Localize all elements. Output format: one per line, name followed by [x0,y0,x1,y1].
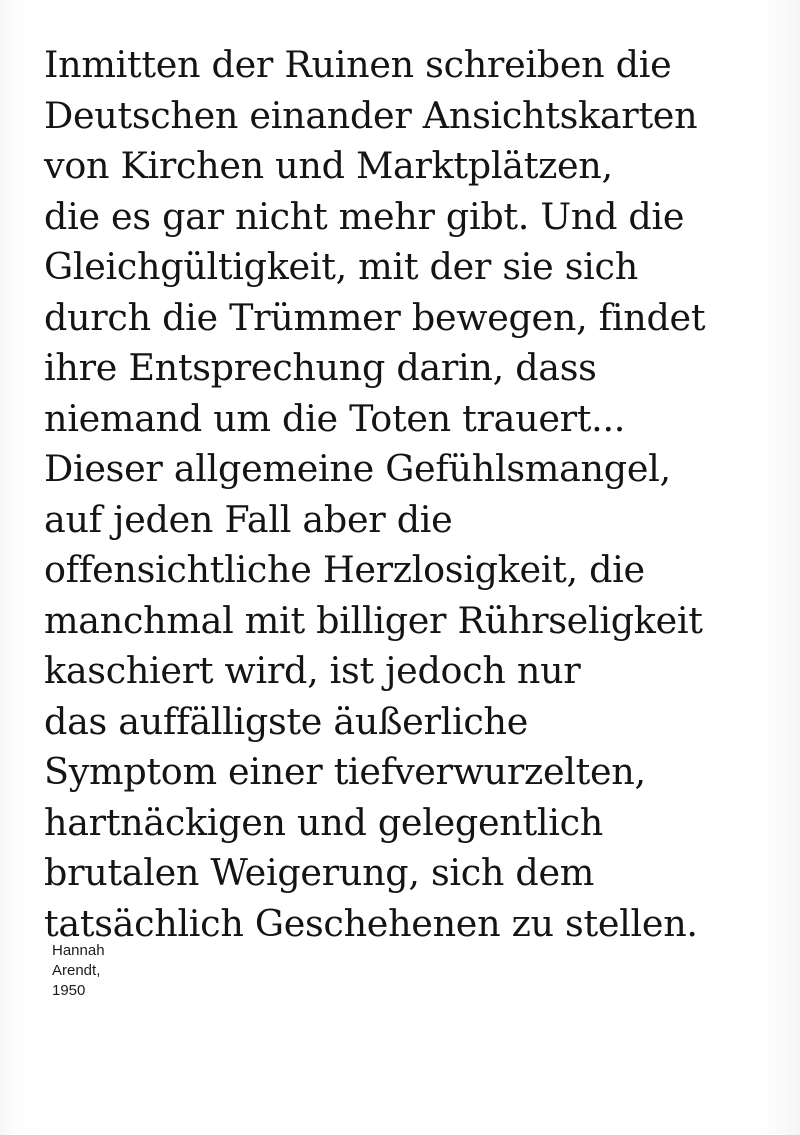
quote-line: auf jeden Fall aber die [44,497,453,541]
quote-line: von Kirchen und Marktplätzen, [44,144,613,187]
quote-line: Inmitten der Ruinen schreiben die [44,43,672,86]
attribution [52,941,105,1001]
quote-line: tatsächlich Geschehenen zu stellen. [44,901,698,945]
quote-line: Deutschen einander Ansichtskarten [44,93,698,137]
author-last-name: Arendt, [52,962,101,979]
quote-line: manchmal mit billiger Rührseligkeit [44,598,703,642]
quote-line: kaschiert wird, ist jedoch nur [44,649,581,692]
quote-block [44,40,784,949]
quote-year: 1950 [52,982,86,999]
quote-line: niemand um die Toten trauert... [44,396,626,440]
quote-line: Dieser allgemeine Gefühlsmangel, [44,447,671,490]
quote-line: hartnäckigen und gelegentlich [44,800,603,844]
quote-line: das auffälligste äußerliche [44,699,528,743]
show-through-text [240,960,244,978]
quote-line: brutalen Weigerung, sich dem [44,851,595,894]
quote-line: offensichtliche Herzlosigkeit, die [44,548,645,591]
quote-line: durch die Trümmer bewegen, findet [44,295,706,339]
quote-line: Gleichgültigkeit, mit der sie sich [44,245,638,288]
quote-line: ihre Entsprechung darin, dass [44,346,597,389]
author-first-name: Hannah [52,942,105,959]
quote-line: die es gar nicht mehr gibt. Und die [44,194,685,238]
quote-line: Symptom einer tiefverwurzelten, [44,750,646,793]
